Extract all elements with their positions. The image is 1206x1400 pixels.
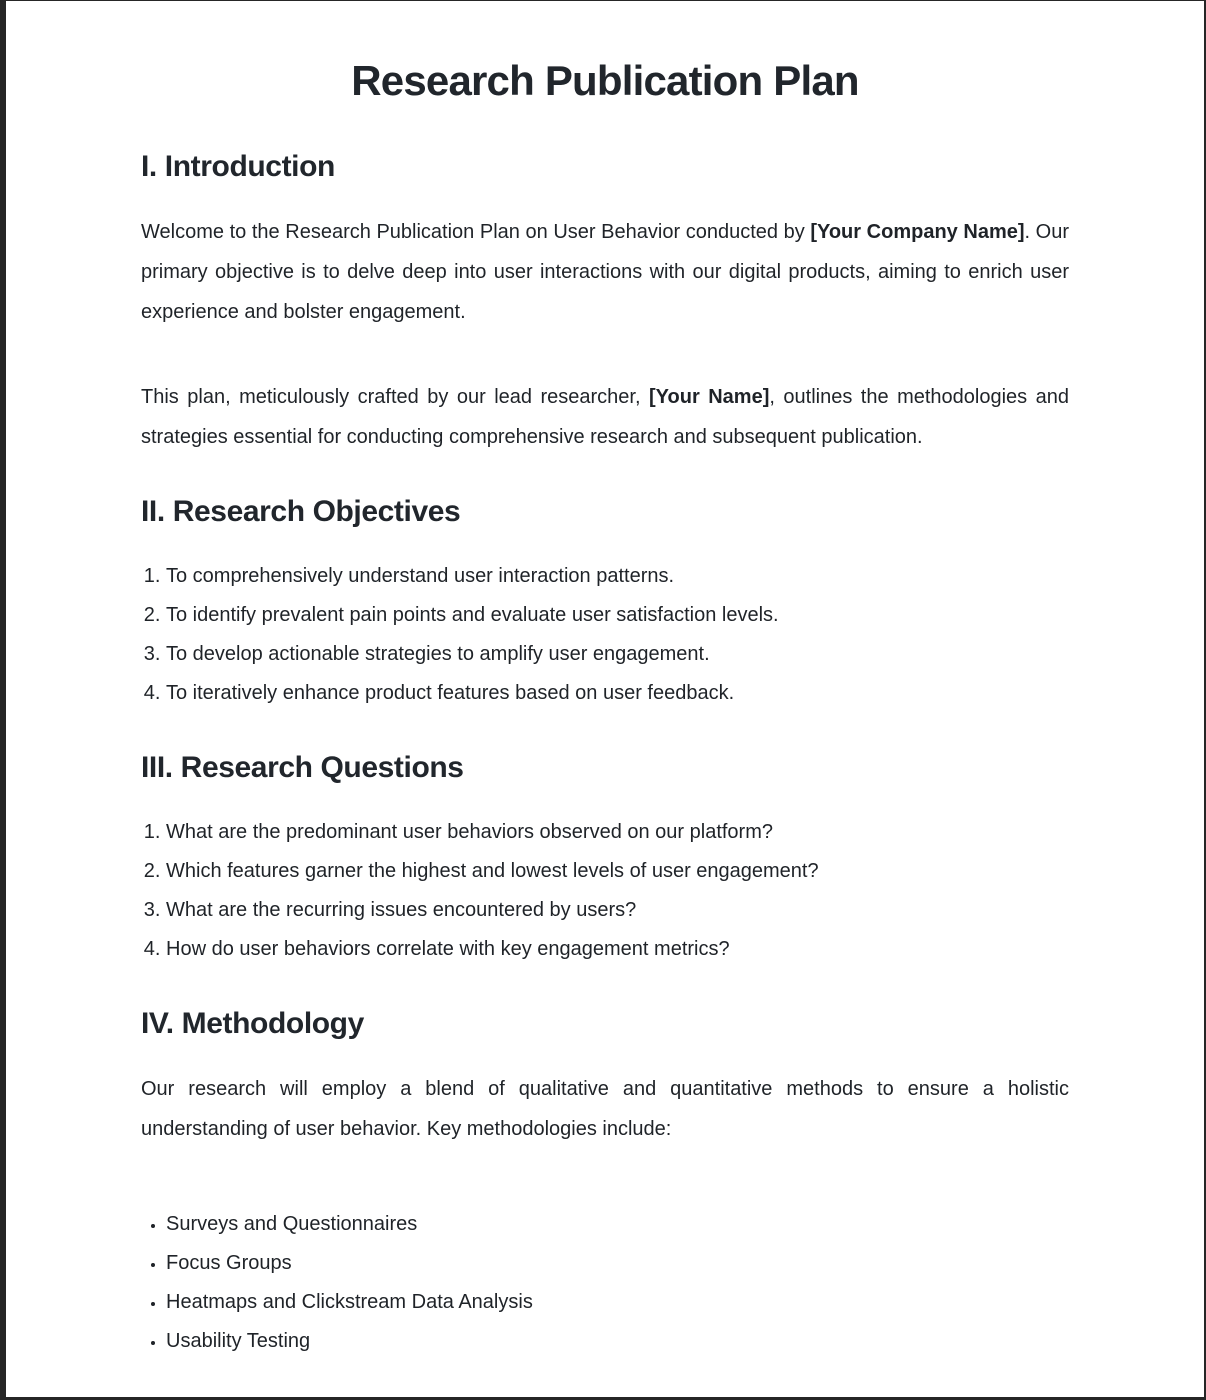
placeholder-token: [Your Name] bbox=[649, 386, 770, 408]
list-item: 2. To identify prevalent pain points and evaluate user satisfaction levels. bbox=[166, 596, 1069, 635]
methodology-bullet-list bbox=[141, 1205, 1069, 1361]
list-item: 3. To develop actionable strategies to amplify user engagement. bbox=[166, 635, 1069, 674]
paragraph-spacer bbox=[141, 332, 1069, 377]
section-research-questions bbox=[141, 749, 1069, 969]
research-questions-list bbox=[141, 813, 1069, 969]
list-item: • Heatmaps and Clickstream Data Analysis bbox=[166, 1283, 1069, 1322]
introduction-paragraph-1 bbox=[141, 212, 1069, 332]
text-run: Welcome to the Research Publication Plan on User Behavior conducted by bbox=[141, 221, 811, 243]
heading-methodology: IV. Methodology bbox=[141, 1007, 364, 1040]
document-title: Research Publication Plan bbox=[351, 57, 859, 104]
heading-introduction: I. Introduction bbox=[141, 150, 335, 183]
research-objectives-list bbox=[141, 557, 1069, 713]
section-methodology bbox=[141, 1005, 1069, 1361]
list-item: • Surveys and Questionnaires bbox=[166, 1205, 1069, 1244]
placeholder-token: [Your Company Name] bbox=[810, 221, 1025, 243]
list-item: • Focus Groups bbox=[166, 1244, 1069, 1283]
list-item: 1. To comprehensively understand user interaction patterns. bbox=[166, 557, 1069, 596]
section-introduction bbox=[141, 148, 1069, 457]
text-run: . Our primary objective is to delve deep into user interactions with our digital products, aiming to enrich user experience and bolster engagement. bbox=[141, 221, 1070, 323]
text-run: Our research will employ a blend of qualitative and quantitative methods to ensure a holistic understanding of user behavior. Key methodologies include: bbox=[141, 1078, 1069, 1140]
heading-research-objectives: II. Research Objectives bbox=[141, 495, 461, 528]
list-item: 2. Which features garner the highest and lowest levels of user engagement? bbox=[166, 852, 1069, 891]
list-item: 4. How do user behaviors correlate with key engagement metrics? bbox=[166, 930, 1069, 969]
text-run: , outlines the methodologies and strategies essential for conducting comprehensive research and subsequent publication. bbox=[141, 386, 1070, 448]
text-run: This plan, meticulously crafted by our lead researcher, bbox=[141, 386, 650, 408]
heading-research-questions: III. Research Questions bbox=[141, 751, 464, 784]
list-item: • Usability Testing bbox=[166, 1322, 1069, 1361]
paragraph-spacer bbox=[141, 1149, 1069, 1205]
section-research-objectives bbox=[141, 493, 1069, 713]
methodology-paragraph bbox=[141, 1069, 1069, 1149]
document-page bbox=[6, 1, 1204, 1397]
introduction-paragraph-2 bbox=[141, 377, 1069, 457]
list-item: 1. What are the predominant user behaviors observed on our platform? bbox=[166, 813, 1069, 852]
list-item: 3. What are the recurring issues encountered by users? bbox=[166, 891, 1069, 930]
list-item: 4. To iteratively enhance product features based on user feedback. bbox=[166, 674, 1069, 713]
